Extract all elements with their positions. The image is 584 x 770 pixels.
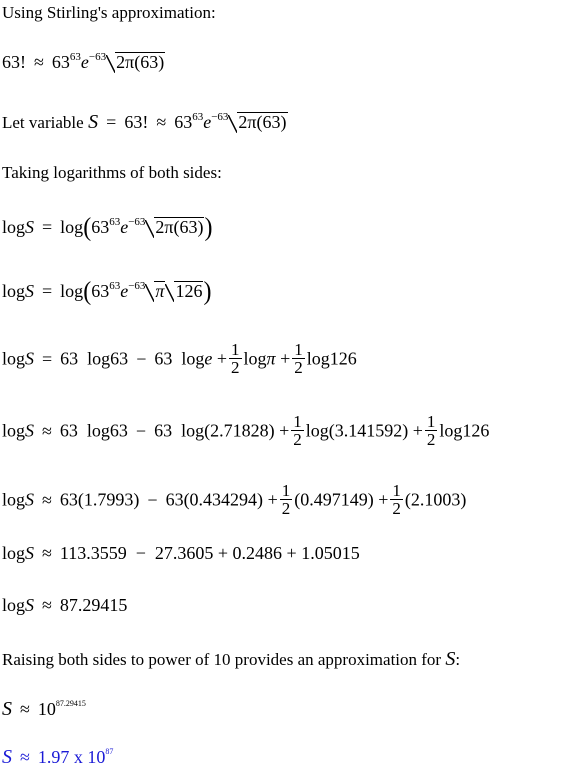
approx-sign: ≈ xyxy=(20,699,30,719)
denominator: 2 xyxy=(293,430,302,449)
variable-s: S xyxy=(25,281,35,301)
raising-text xyxy=(2,648,460,671)
numerator: 1 xyxy=(426,412,436,431)
equals-sign: = xyxy=(106,112,117,132)
variable-s: S xyxy=(25,595,35,615)
base: 63 xyxy=(91,281,110,301)
log-equation-7 xyxy=(2,595,127,616)
denominator: 2 xyxy=(231,358,240,377)
euler-e: e xyxy=(120,217,129,237)
exponent: 63 xyxy=(69,51,81,63)
plus-sign: + xyxy=(280,348,291,369)
exponent: 63 xyxy=(109,216,121,228)
variable-s: S xyxy=(2,746,12,768)
approx-sign: ≈ xyxy=(42,420,52,441)
denominator: 2 xyxy=(392,499,401,518)
fraction-half xyxy=(390,482,403,517)
term: log(3.141592) xyxy=(305,420,409,441)
pi: π xyxy=(266,348,276,369)
term: 63 log xyxy=(154,348,205,369)
term: (2.1003) xyxy=(404,489,467,510)
numerator: 1 xyxy=(231,340,240,359)
approx-sign: ≈ xyxy=(42,489,52,510)
equals-sign: = xyxy=(42,217,53,237)
base: 63 xyxy=(51,52,70,72)
log-fn: log xyxy=(2,281,26,301)
euler-e: e xyxy=(204,348,213,369)
approx-sign: ≈ xyxy=(42,543,52,563)
variable-s: S xyxy=(25,543,35,563)
term: 63(1.7993) xyxy=(59,489,140,510)
exponent: −63 xyxy=(128,280,146,292)
log-equation-6 xyxy=(2,543,360,564)
numerator: 1 xyxy=(293,412,302,431)
log-equation-3 xyxy=(2,340,357,378)
plus-sign: + xyxy=(267,489,278,510)
denominator: 2 xyxy=(294,358,303,377)
log-equation-4 xyxy=(2,412,490,450)
variable-s: S xyxy=(25,420,35,441)
minus-sign: − xyxy=(147,489,158,510)
term: 63(0.434294) xyxy=(165,489,264,510)
log-equation-5 xyxy=(2,481,467,519)
euler-e: e xyxy=(120,281,129,301)
exponent: −63 xyxy=(128,216,146,228)
approx-sign: ≈ xyxy=(42,595,52,615)
term: log126 xyxy=(439,420,490,441)
euler-e: e xyxy=(80,52,89,72)
variable-s: S xyxy=(88,111,99,133)
factorial: 63! xyxy=(124,112,149,132)
approx-sign: ≈ xyxy=(34,52,44,72)
numerator: 1 xyxy=(294,340,303,359)
euler-e: e xyxy=(203,112,212,132)
equals-sign: = xyxy=(42,348,53,369)
radicand: 2π(63) xyxy=(238,112,287,132)
approx-sign: ≈ xyxy=(156,112,167,132)
log-fn: log xyxy=(2,595,26,615)
term: log126 xyxy=(306,348,357,369)
sqrt xyxy=(228,112,287,133)
raising-label: Raising both sides to power of 10 provides an approximation for xyxy=(2,650,442,669)
plus-sign: + xyxy=(279,420,290,441)
log-fn: log xyxy=(2,217,26,237)
expression: 113.3559 − 27.3605 + 0.2486 + 1.05015 xyxy=(59,543,360,563)
variable-s: S xyxy=(25,348,35,369)
equals-sign: = xyxy=(42,281,53,301)
variable-s: S xyxy=(25,489,35,510)
radicand: 2π(63) xyxy=(116,52,165,72)
exponent: −63 xyxy=(88,51,107,63)
log-equation-1: $\log S = \log(63^{63}e^{-63}$ 2π(63)) xyxy=(2,213,213,243)
plus-sign: + xyxy=(378,489,389,510)
intro-text: Using Stirling's approximation: xyxy=(2,3,216,22)
log-fn: log xyxy=(2,489,26,510)
base: 63 xyxy=(174,112,193,132)
fraction-half xyxy=(280,482,293,517)
base: 63 xyxy=(91,217,110,237)
sqrt xyxy=(165,281,203,302)
lhs: 63! xyxy=(2,52,26,72)
denominator: 2 xyxy=(426,430,436,449)
log-fn: log xyxy=(2,348,26,369)
approx-equation-result xyxy=(2,746,113,769)
exponent: −63 xyxy=(211,111,229,123)
term: (0.497149) xyxy=(294,489,374,510)
term: 63 log(2.71828) xyxy=(154,420,275,441)
term: log xyxy=(243,348,267,369)
approx-equation-1 xyxy=(2,698,86,721)
log-fn: log xyxy=(60,281,84,301)
let-statement xyxy=(2,111,288,134)
variable-s: S xyxy=(2,698,12,720)
minus-sign: − xyxy=(135,420,147,441)
fraction-half xyxy=(229,341,242,376)
denominator: 2 xyxy=(281,499,291,518)
value: 87.29415 xyxy=(59,595,128,615)
exponent: 87.29415 xyxy=(55,699,86,708)
base: 10 xyxy=(37,699,56,719)
colon: : xyxy=(455,650,461,669)
log-fn: log xyxy=(60,217,84,237)
exponent: 87 xyxy=(105,747,114,756)
fraction-half xyxy=(425,413,438,448)
minus-sign: − xyxy=(136,348,147,369)
sqrt xyxy=(145,217,204,238)
radicand: 2π(63) xyxy=(155,217,204,237)
stirling-equation xyxy=(2,52,165,73)
exponent: 63 xyxy=(109,280,121,292)
approx-sign: ≈ xyxy=(20,747,30,767)
variable-s: S xyxy=(445,648,456,670)
exponent: 63 xyxy=(192,111,204,123)
log-fn: log xyxy=(2,543,26,563)
numerator: 1 xyxy=(281,481,291,500)
radicand: π xyxy=(155,281,165,301)
term: 63 log63 xyxy=(59,420,128,441)
sqrt xyxy=(106,52,165,73)
fraction-half xyxy=(292,341,305,376)
value: 1.97 x 10 xyxy=(37,747,106,767)
taking-text: Taking logarithms of both sides: xyxy=(2,163,222,182)
variable-s: S xyxy=(25,217,35,237)
log-fn: log xyxy=(2,420,26,441)
radicand: 126 xyxy=(175,281,203,301)
plus-sign: + xyxy=(216,348,228,369)
let-text: Let variable xyxy=(2,113,84,132)
fraction-half xyxy=(291,413,304,448)
plus-sign: + xyxy=(412,420,423,441)
numerator: 1 xyxy=(392,481,401,500)
term: 63 log63 xyxy=(60,348,129,369)
sqrt xyxy=(145,281,165,302)
log-equation-2: $\log S = \log(63^{63}e^{-63}$ π 126) xyxy=(2,277,212,307)
